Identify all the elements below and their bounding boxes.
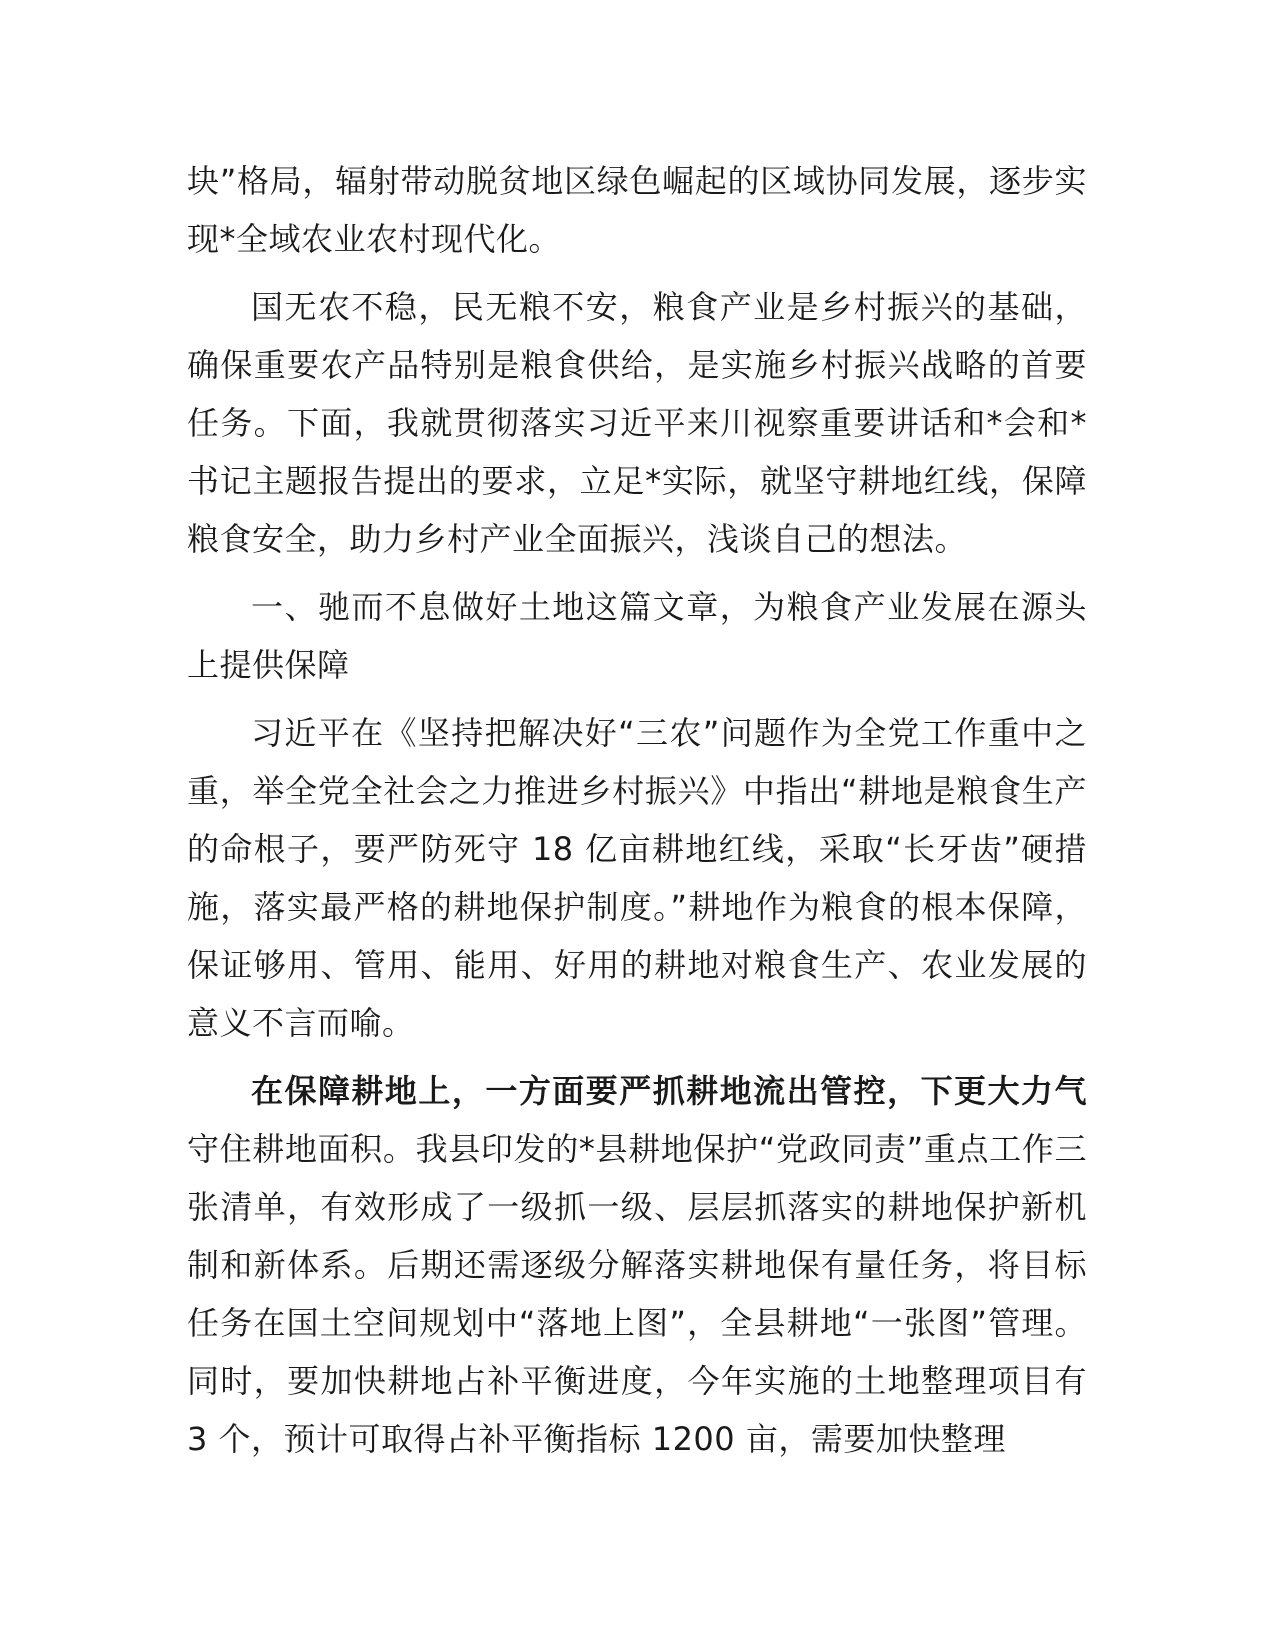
paragraph-bold-lead: 在保障耕地上，一方面要严抓耕地流出管控，下更大力气	[251, 1072, 1087, 1110]
paragraph-continuation	[187, 152, 1087, 268]
document-body	[187, 152, 1087, 1478]
paragraph-intro	[187, 278, 1087, 568]
paragraph-text: 习近平在《坚持把解决好“三农”问题作为全党工作重中之重，举全党全社会之力推进乡村振兴》中指出“耕地是粮食生产的命根子，要严防死守 18 亿亩耕地红线，采取“长牙齿”硬措施，落实最严格的耕地保护制度。”耕地作为粮食的根本保障，保证够用、管用、能用、好用的耕地对粮食生产、农业发展的意义不言而喻。	[187, 714, 1087, 1042]
paragraph-text: 国无农不稳，民无粮不安，粮食产业是乡村振兴的基础，确保重要农产品特别是粮食供给，是实施乡村振兴战略的首要任务。下面，我就贯彻落实习近平来川视察重要讲话和*会和*书记主题报告提出的要求，立足*实际，就坚守耕地红线，保障粮食安全，助力乡村产业全面振兴，浅谈自己的想法。	[187, 288, 1087, 558]
paragraph-quote	[187, 704, 1087, 1052]
paragraph-farmland	[187, 1062, 1087, 1468]
paragraph-text: 块”格局，辐射带动脱贫地区绿色崛起的区域协同发展，逐步实现*全域农业农村现代化。	[187, 162, 1087, 258]
paragraph-text: 守住耕地面积。我县印发的*县耕地保护“党政同责”重点工作三张清单，有效形成了一级抓一级、层层抓落实的耕地保护新机制和新体系。后期还需逐级分解落实耕地保有量任务，将目标任务在国土空间规划中“落地上图”，全县耕地“一张图”管理。同时，要加快耕地占补平衡进度，今年实施的土地整理项目有 3 个，预计可取得占补平衡指标 1200 亩，需要加快整理	[187, 1130, 1087, 1458]
paragraph-text: 一、驰而不息做好土地这篇文章，为粮食产业发展在源头上提供保障	[187, 588, 1087, 684]
section-heading	[187, 578, 1087, 694]
